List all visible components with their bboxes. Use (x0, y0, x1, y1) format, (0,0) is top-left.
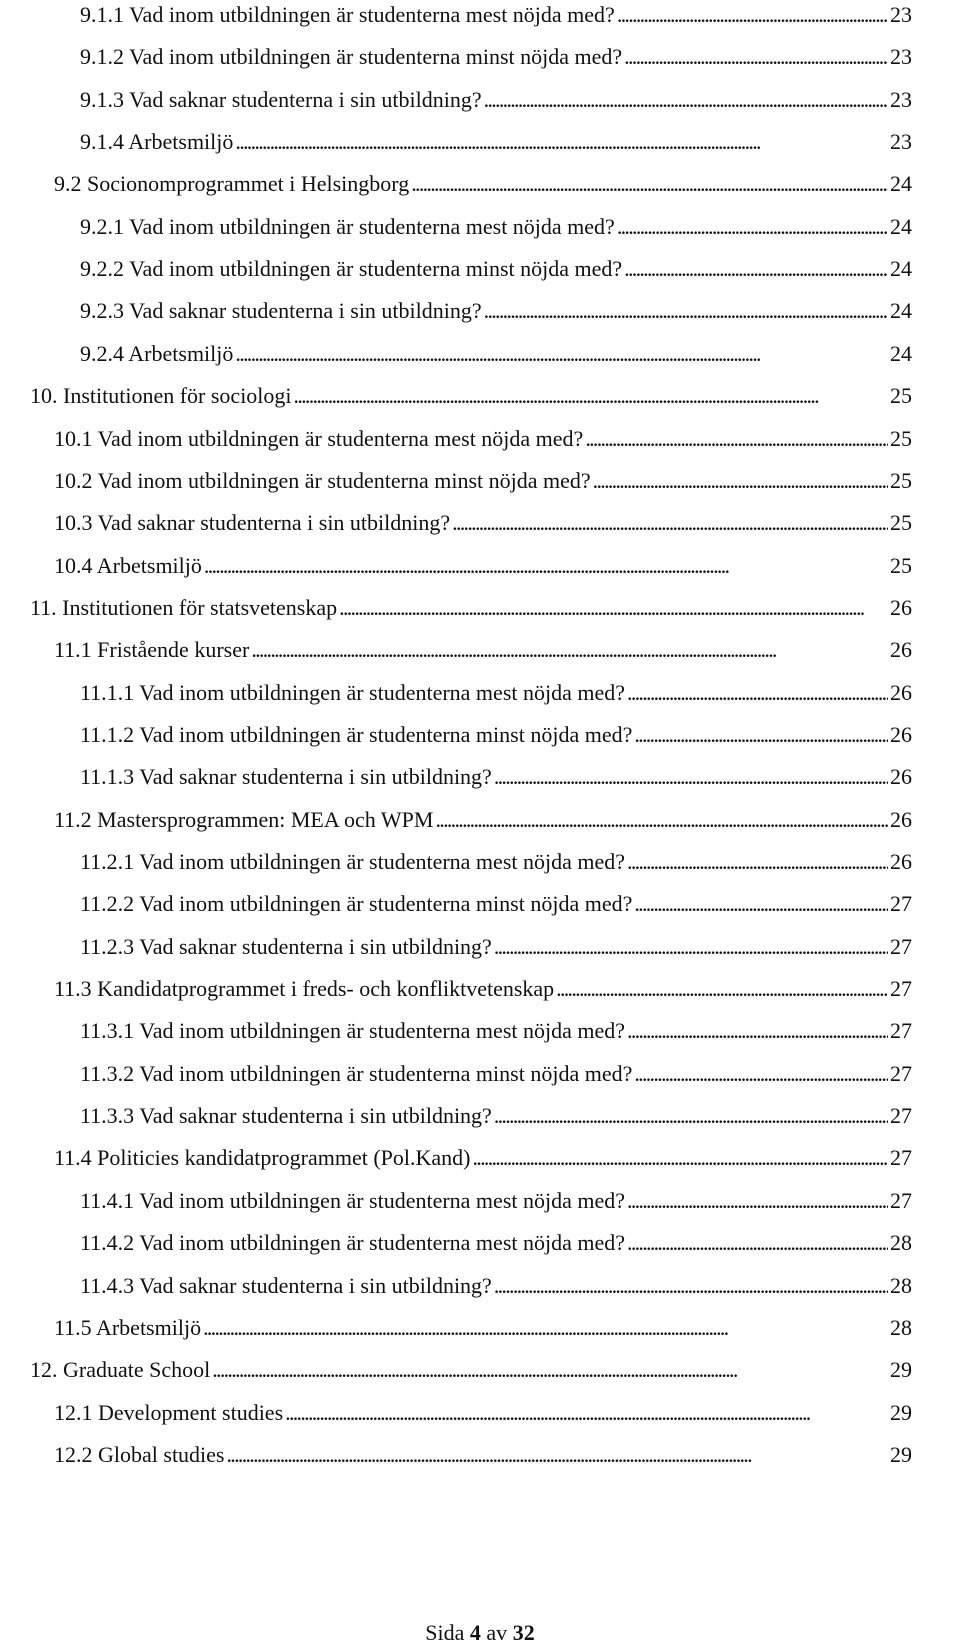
toc-entry-title: 11.3.3 Vad saknar studenterna i sin utbildning? (80, 1103, 492, 1129)
toc-dot-leader (634, 1059, 888, 1089)
toc-entry-title: 11.4.2 Vad inom utbildningen är studenterna mest nöjda med? (80, 1230, 626, 1256)
toc-entry-title: 9.1.3 Vad saknar studenterna i sin utbildning? (80, 86, 482, 112)
toc-dot-leader (627, 678, 888, 708)
toc-dot-leader (473, 1143, 889, 1173)
toc-entry-page-number: 25 (890, 383, 912, 409)
toc-entry-title: 11.4 Politicies kandidatprogrammet (Pol.Kand) (54, 1145, 471, 1171)
toc-entry-page-number: 27 (890, 1103, 912, 1129)
toc-entry-page-number: 24 (890, 298, 912, 324)
toc-entry[interactable] (80, 42, 912, 72)
toc-dot-leader (627, 1016, 888, 1046)
toc-entry-page-number: 27 (890, 1060, 912, 1086)
toc-entry[interactable] (80, 1101, 912, 1131)
toc-entry[interactable] (54, 635, 912, 665)
toc-entry[interactable] (54, 1440, 912, 1470)
toc-entry-title: 11.1.2 Vad inom utbildningen är studenterna minst nöjda med? (80, 721, 633, 747)
toc-dot-leader (627, 1228, 888, 1258)
toc-entry-page-number: 28 (890, 1230, 912, 1256)
toc-entry-page-number: 23 (890, 86, 912, 112)
toc-entry[interactable] (80, 85, 912, 115)
toc-entry-page-number: 24 (890, 256, 912, 282)
toc-entry-page-number: 25 (890, 467, 912, 493)
toc-entry-title: 10.2 Vad inom utbildningen är studenterna minst nöjda med? (54, 467, 591, 493)
toc-entry[interactable] (54, 466, 912, 496)
toc-dot-leader (627, 847, 888, 877)
toc-dot-leader (435, 805, 888, 835)
toc-dot-leader (634, 720, 888, 750)
toc-entry[interactable] (80, 212, 912, 242)
toc-entry-title: 11.1.3 Vad saknar studenterna i sin utbildning? (80, 764, 492, 790)
toc-entry-title: 9.1.1 Vad inom utbildningen är studenterna mest nöjda med? (80, 2, 615, 27)
toc-entry-page-number: 27 (890, 1187, 912, 1213)
toc-entry-page-number: 28 (890, 1272, 912, 1298)
toc-dot-leader (227, 1440, 889, 1470)
toc-dot-leader (593, 466, 888, 496)
toc-entry[interactable] (80, 1228, 912, 1258)
toc-entry[interactable] (54, 1398, 912, 1428)
toc-entry-title: 9.1.2 Vad inom utbildningen är studenterna minst nöjda med? (80, 44, 623, 70)
footer-total-pages: 32 (512, 1620, 535, 1645)
toc-entry-title: 11. Institutionen för statsvetenskap (30, 594, 338, 620)
toc-entry[interactable] (80, 254, 912, 284)
toc-entry-page-number: 27 (890, 891, 912, 917)
toc-entry[interactable] (80, 0, 912, 30)
toc-entry-title: 9.2 Socionomprogrammet i Helsingborg (54, 171, 410, 197)
toc-entry-page-number: 28 (890, 1314, 912, 1340)
toc-entry[interactable] (30, 593, 912, 623)
toc-entry[interactable] (80, 720, 912, 750)
toc-entry-page-number: 27 (890, 1145, 912, 1171)
toc-entry-title: 12. Graduate School (30, 1357, 211, 1383)
toc-entry[interactable] (54, 551, 912, 581)
toc-entry[interactable] (54, 424, 912, 454)
toc-entry-page-number: 27 (890, 976, 912, 1002)
toc-dot-leader (556, 974, 888, 1004)
toc-dot-leader (235, 127, 888, 157)
toc-dot-leader (494, 762, 888, 792)
toc-dot-leader (494, 1271, 888, 1301)
toc-entry-page-number: 23 (890, 2, 912, 27)
toc-entry-title: 10.4 Arbetsmiljö (54, 552, 202, 578)
toc-entry-title: 9.2.4 Arbetsmiljö (80, 340, 234, 366)
toc-dot-leader (617, 0, 888, 30)
page-footer (0, 1620, 960, 1646)
footer-current-page: 4 (469, 1620, 481, 1645)
toc-dot-leader (251, 635, 888, 665)
toc-entry-title: 11.1.1 Vad inom utbildningen är studenterna mest nöjda med? (80, 679, 626, 705)
toc-entry-title: 12.1 Development studies (54, 1399, 284, 1425)
toc-entry[interactable] (30, 381, 912, 411)
toc-entry[interactable] (80, 127, 912, 157)
toc-entry-title: 11.2.2 Vad inom utbildningen är studenterna minst nöjda med? (80, 891, 633, 917)
toc-entry-page-number: 25 (890, 552, 912, 578)
toc-entry-page-number: 23 (890, 129, 912, 155)
toc-entry-page-number: 26 (890, 849, 912, 874)
toc-entry-title: 12.2 Global studies (54, 1441, 225, 1467)
toc-entry[interactable] (80, 339, 912, 369)
toc-dot-leader (484, 85, 888, 115)
toc-entry-title: 11.2 Mastersprogrammen: MEA och WPM (54, 806, 434, 832)
toc-entry[interactable] (80, 847, 912, 877)
toc-entry[interactable] (80, 1059, 912, 1089)
footer-prefix: Sida (425, 1620, 465, 1645)
toc-entry-page-number: 25 (890, 425, 912, 451)
toc-entry[interactable] (80, 932, 912, 962)
toc-entry-title: 9.2.2 Vad inom utbildningen är studenterna minst nöjda med? (80, 256, 623, 282)
toc-entry-title: 11.2.1 Vad inom utbildningen är studenterna mest nöjda med? (80, 849, 626, 874)
toc-entry[interactable] (54, 974, 912, 1004)
toc-dot-leader (285, 1398, 888, 1428)
toc-entry-title: 11.3.2 Vad inom utbildningen är studenterna minst nöjda med? (80, 1060, 633, 1086)
toc-dot-leader (624, 42, 888, 72)
toc-entry[interactable] (80, 762, 912, 792)
toc-dot-leader (294, 381, 888, 411)
toc-dot-leader (411, 169, 888, 199)
toc-entry-page-number: 29 (890, 1357, 912, 1383)
toc-entry[interactable] (30, 1355, 912, 1385)
toc-entry-page-number: 29 (890, 1441, 912, 1467)
toc-dot-leader (624, 254, 888, 284)
toc-entry[interactable] (80, 1271, 912, 1301)
toc-entry-title: 11.1 Fristående kurser (54, 637, 250, 663)
toc-entry[interactable] (80, 678, 912, 708)
toc-entry-title: 11.3.1 Vad inom utbildningen är studenterna mest nöjda med? (80, 1018, 626, 1044)
toc-entry-page-number: 26 (890, 721, 912, 747)
toc-dot-leader (585, 424, 888, 454)
toc-entry-page-number: 29 (890, 1399, 912, 1425)
toc-dot-leader (452, 508, 888, 538)
toc-dot-leader (494, 1101, 888, 1131)
toc-entry-page-number: 24 (890, 213, 912, 239)
toc-entry-page-number: 26 (890, 637, 912, 663)
toc-entry-title: 9.2.3 Vad saknar studenterna i sin utbildning? (80, 298, 482, 324)
toc-entry[interactable] (54, 508, 912, 538)
toc-entry-page-number: 23 (890, 44, 912, 70)
toc-entry-title: 11.2.3 Vad saknar studenterna i sin utbildning? (80, 933, 492, 959)
toc-entry-page-number: 24 (890, 340, 912, 366)
toc-entry[interactable] (80, 1016, 912, 1046)
toc-dot-leader (203, 1313, 888, 1343)
toc-dot-leader (494, 932, 888, 962)
toc-dot-leader (617, 212, 888, 242)
toc-entry-title: 11.5 Arbetsmiljö (54, 1314, 202, 1340)
toc-entry-title: 11.4.3 Vad saknar studenterna i sin utbildning? (80, 1272, 492, 1298)
toc-entry-title: 11.3 Kandidatprogrammet i freds- och konfliktvetenskap (54, 976, 555, 1002)
toc-entry[interactable] (54, 169, 912, 199)
toc-entry-title: 10. Institutionen för sociologi (30, 383, 292, 409)
toc-dot-leader (204, 551, 888, 581)
toc-entry-page-number: 24 (890, 171, 912, 197)
toc-entry[interactable] (80, 889, 912, 919)
toc-dot-leader (339, 593, 888, 623)
toc-dot-leader (484, 296, 888, 326)
toc-entry-page-number: 26 (890, 764, 912, 790)
toc-entry[interactable] (80, 296, 912, 326)
toc-entry-title: 10.3 Vad saknar studenterna i sin utbildning? (54, 510, 451, 536)
toc-entry-page-number: 26 (890, 679, 912, 705)
toc-entry-page-number: 27 (890, 1018, 912, 1044)
toc-dot-leader (634, 889, 888, 919)
toc-entry[interactable] (54, 1143, 912, 1173)
toc-dot-leader (235, 339, 888, 369)
toc-dot-leader (627, 1186, 888, 1216)
footer-separator: av (486, 1620, 508, 1645)
toc-entry-title: 9.2.1 Vad inom utbildningen är studenterna mest nöjda med? (80, 213, 615, 239)
toc-entry-page-number: 25 (890, 510, 912, 536)
toc-entry[interactable] (54, 1313, 912, 1343)
toc-entry-page-number: 26 (890, 806, 912, 832)
toc-entry-title: 9.1.4 Arbetsmiljö (80, 129, 234, 155)
toc-entry-title: 10.1 Vad inom utbildningen är studenterna mest nöjda med? (54, 425, 584, 451)
toc-entry-page-number: 26 (890, 594, 912, 620)
toc-entry[interactable] (54, 805, 912, 835)
toc-entry-title: 11.4.1 Vad inom utbildningen är studenterna mest nöjda med? (80, 1187, 626, 1213)
toc-entry-page-number: 27 (890, 933, 912, 959)
toc-entry[interactable] (80, 1186, 912, 1216)
toc-dot-leader (212, 1355, 888, 1385)
